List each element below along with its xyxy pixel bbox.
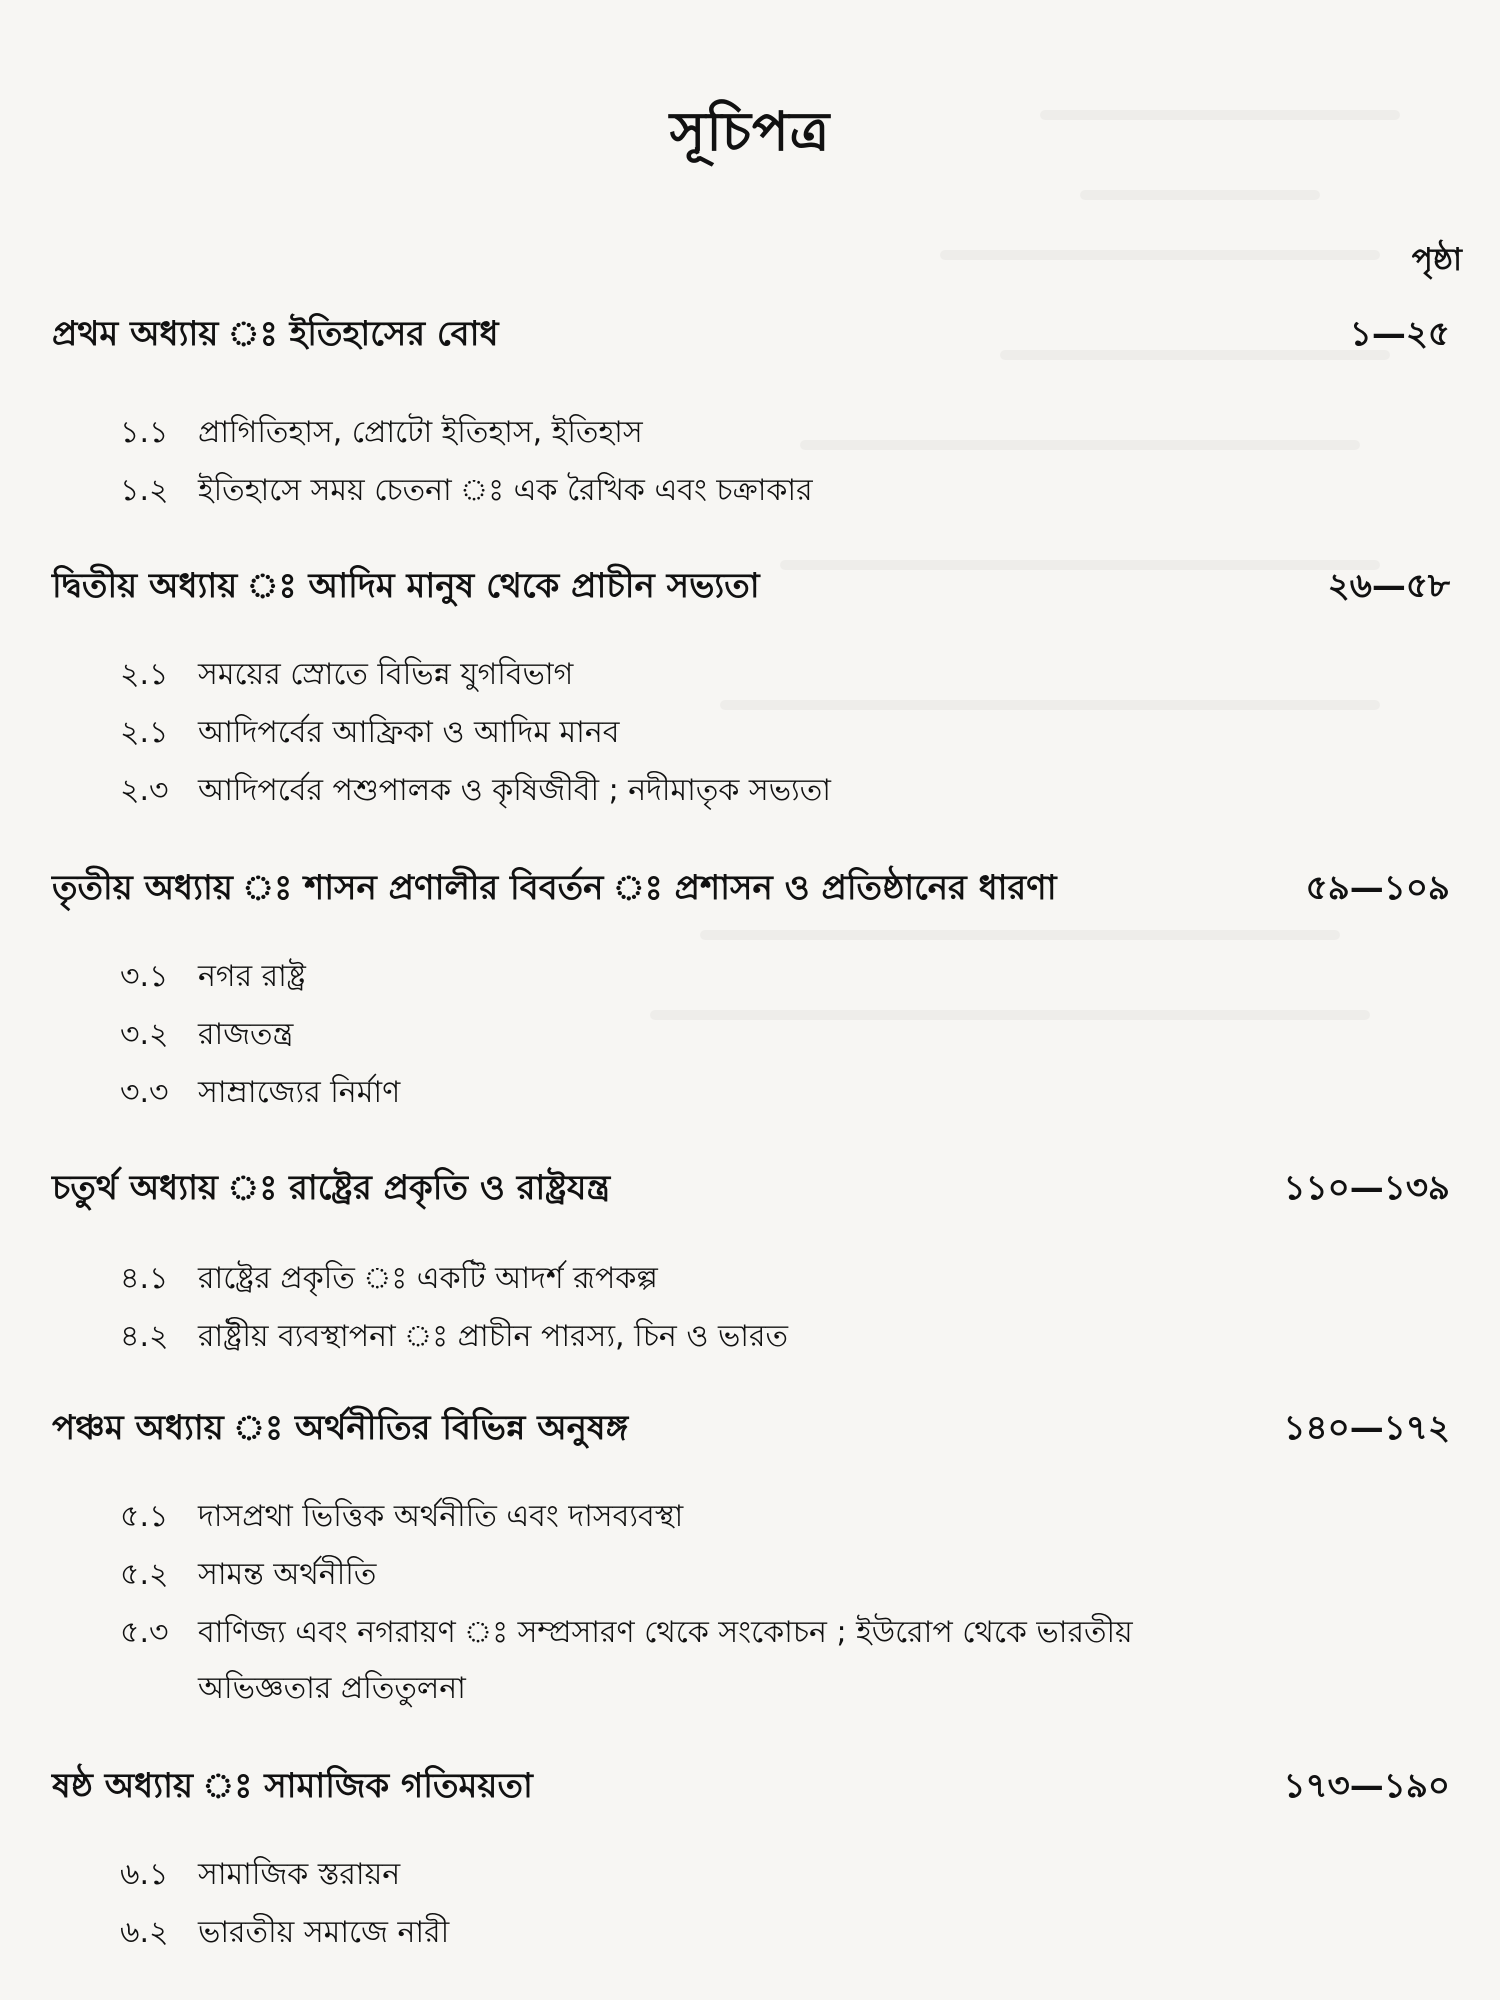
section-title: প্রাগিতিহাস, প্রোটো ইতিহাস, ইতিহাস bbox=[198, 415, 643, 450]
chapter-title: প্রথম অধ্যায় ঃ ইতিহাসের বোধ bbox=[52, 314, 499, 354]
chapter-title: তৃতীয় অধ্যায় ঃ শাসন প্রণালীর বিবর্তন ঃ প্রশাসন ও প্রতিষ্ঠানের ধারণা bbox=[52, 868, 1057, 908]
section-entry bbox=[120, 766, 1450, 817]
section-number: ২.১ bbox=[120, 715, 169, 750]
show-through-mark bbox=[940, 250, 1380, 260]
section-entry bbox=[120, 708, 1450, 759]
section-number: ৬.১ bbox=[120, 1857, 169, 1892]
chapter-heading bbox=[52, 1402, 1450, 1452]
show-through-mark bbox=[700, 930, 1340, 940]
section-title: আদিপর্বের আফ্রিকা ও আদিম মানব bbox=[198, 715, 620, 750]
chapter-title: দ্বিতীয় অধ্যায় ঃ আদিম মানুষ থেকে প্রাচীন সভ্যতা bbox=[52, 566, 760, 606]
chapter-heading bbox=[52, 308, 1450, 358]
section-entry bbox=[120, 1550, 1450, 1601]
section-entry bbox=[120, 1492, 1450, 1543]
section-title: ভারতীয় সমাজে নারী bbox=[198, 1915, 450, 1950]
chapter-page-range: ১—২৫ bbox=[1349, 314, 1450, 354]
chapter-page-range: ১১০—১৩৯ bbox=[1283, 1168, 1450, 1208]
section-entry bbox=[120, 1010, 1450, 1061]
section-title: নগর রাষ্ট্র bbox=[198, 959, 306, 994]
section-title: ইতিহাসে সময় চেতনা ঃ এক রৈখিক এবং চক্রাকার bbox=[198, 473, 813, 508]
section-entry bbox=[120, 466, 1450, 517]
section-number: ৪.১ bbox=[120, 1261, 169, 1296]
section-entry bbox=[120, 1608, 1450, 1659]
section-entry bbox=[120, 1850, 1450, 1901]
section-number: ৩.৩ bbox=[120, 1075, 169, 1110]
section-title: রাষ্ট্রীয় ব্যবস্থাপনা ঃ প্রাচীন পারস্য, চিন ও ভারত bbox=[198, 1319, 789, 1354]
section-title-continuation: অভিজ্ঞতার প্রতিতুলনা bbox=[198, 1671, 466, 1706]
section-number: ৬.২ bbox=[120, 1915, 169, 1950]
section-entry bbox=[120, 408, 1450, 459]
section-title: রাজতন্ত্র bbox=[198, 1017, 294, 1052]
section-number: ১.২ bbox=[120, 473, 169, 508]
chapter-title: চতুর্থ অধ্যায় ঃ রাষ্ট্রের প্রকৃতি ও রাষ্ট্রযন্ত্র bbox=[52, 1168, 611, 1208]
section-number: ২.১ bbox=[120, 657, 169, 692]
chapter-heading bbox=[52, 862, 1450, 912]
section-title: সাম্রাজ্যের নির্মাণ bbox=[198, 1075, 401, 1110]
section-title: রাষ্ট্রের প্রকৃতি ঃ একটি আদর্শ রূপকল্প bbox=[198, 1261, 658, 1296]
chapter-page-range: ৫৯—১০৯ bbox=[1305, 868, 1450, 908]
chapter-page-range: ১৪০—১৭২ bbox=[1283, 1408, 1450, 1448]
section-title: দাসপ্রথা ভিত্তিক অর্থনীতি এবং দাসব্যবস্থা bbox=[198, 1499, 684, 1534]
chapter-page-range: ১৭৩—১৯০ bbox=[1283, 1766, 1450, 1806]
section-number: ৫.৩ bbox=[120, 1615, 169, 1650]
section-number: ৫.২ bbox=[120, 1557, 169, 1592]
section-title: সামাজিক স্তরায়ন bbox=[198, 1857, 401, 1892]
chapter-heading bbox=[52, 1162, 1450, 1212]
section-title: সামন্ত অর্থনীতি bbox=[198, 1557, 377, 1592]
section-entry bbox=[120, 1312, 1450, 1363]
section-title: আদিপর্বের পশুপালক ও কৃষিজীবী ; নদীমাতৃক সভ্যতা bbox=[198, 773, 831, 808]
chapter-page-range: ২৬—৫৮ bbox=[1327, 566, 1450, 606]
section-entry bbox=[120, 650, 1450, 701]
chapter-title: পঞ্চম অধ্যায় ঃ অর্থনীতির বিভিন্ন অনুষঙ্গ bbox=[52, 1408, 629, 1448]
section-number: ২.৩ bbox=[120, 773, 169, 808]
section-number: ৫.১ bbox=[120, 1499, 169, 1534]
section-title: বাণিজ্য এবং নগরায়ণ ঃ সম্প্রসারণ থেকে সংকোচন ; ইউরোপ থেকে ভারতীয় bbox=[198, 1615, 1133, 1650]
section-entry bbox=[120, 952, 1450, 1003]
section-title: সময়ের স্রোতে বিভিন্ন যুগবিভাগ bbox=[198, 657, 574, 692]
show-through-mark bbox=[1080, 190, 1320, 200]
section-number: ৩.২ bbox=[120, 1017, 169, 1052]
section-entry bbox=[120, 1068, 1450, 1119]
chapter-title: ষষ্ঠ অধ্যায় ঃ সামাজিক গতিময়তা bbox=[52, 1766, 533, 1806]
page-column-header: পৃষ্ঠা bbox=[1411, 242, 1462, 278]
chapter-heading bbox=[52, 1760, 1450, 1810]
section-number: ১.১ bbox=[120, 415, 169, 450]
page-title: সূচিপত্র bbox=[669, 100, 831, 163]
section-number: ৪.২ bbox=[120, 1319, 169, 1354]
section-number: ৩.১ bbox=[120, 959, 169, 994]
chapter-heading bbox=[52, 560, 1450, 610]
section-entry bbox=[120, 1254, 1450, 1305]
section-entry bbox=[120, 1908, 1450, 1959]
